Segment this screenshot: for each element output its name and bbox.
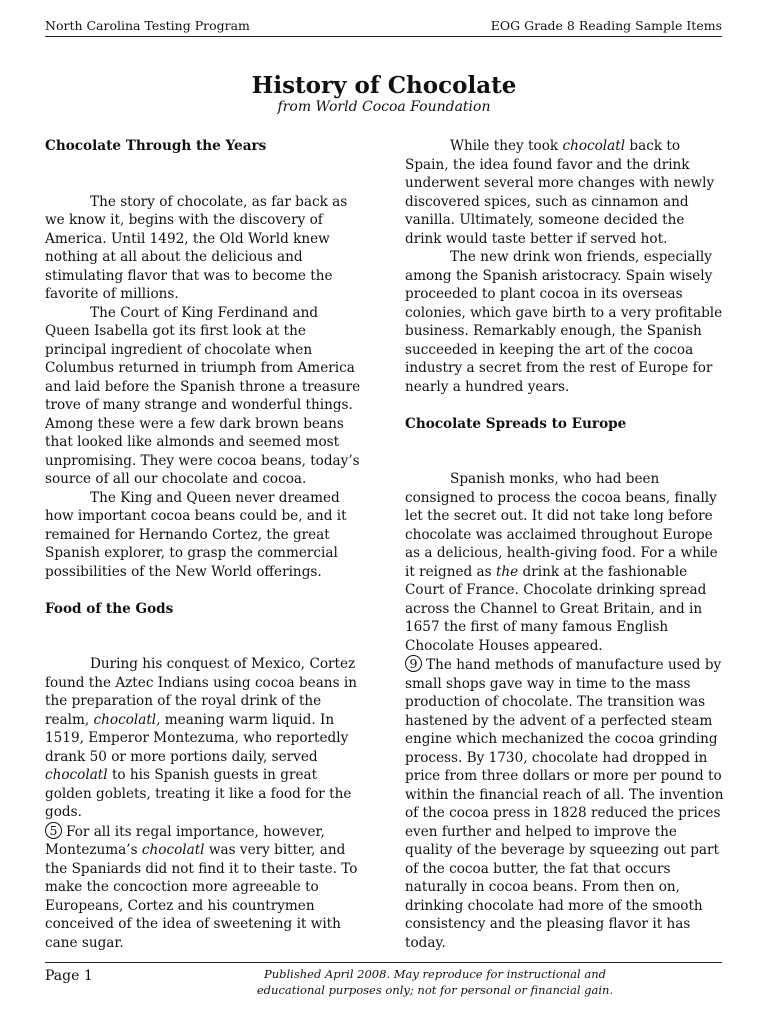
spacer (45, 581, 363, 600)
spacer (405, 452, 725, 471)
spacer (45, 174, 363, 193)
page-subtitle: from World Cocoa Foundation (277, 99, 491, 115)
footer-notice: Published April 2008. May reproduce for instructional and educational purposes only; not for personal or financial gain. (256, 967, 614, 997)
paragraph: 5 For all its regal importance, however, Montezuma’s chocolatl was very bitter, and the Spaniards did not find it to their taste. To make the concoction more agreeable to Europeans, Cortez and his countrymen conceived of the idea of sweetening it with cane sugar. (45, 822, 358, 951)
footer-divider (45, 962, 722, 963)
paragraph: During his conquest of Mexico, Cortez found the Aztec Indians using cocoa beans in the preparation of the royal drink of the realm, chocolatl, meaning warm liquid. In 1519, Emperor Montezuma, who reportedly drank 50 or more portions daily, served chocolatl to his Spanish guests in great golden goblets, treating it like a food for the gods. (45, 656, 357, 820)
paragraph: The new drink won friends, especially among the Spanish aristocracy. Spain wisely proceeded to plant cocoa in its overseas colonies, which gave birth to a very profitable business. Remarkably enough, the Spanish succeeded in keeping the art of the cocoa industry a secret from the rest of Europe for nearly a hundred years. (405, 249, 723, 395)
header-program: North Carolina Testing Program (45, 18, 250, 33)
page-title: History of Chocolate (251, 72, 517, 99)
section-heading-europe: Chocolate Spreads to Europe (405, 415, 627, 432)
paragraph: The Court of King Ferdinand and Queen Isabella got its first look at the principal ingredient of chocolate when Columbus returned in triumph from America and laid before the Spanish throne a treasure trove of many strange and wonderful things. Among these were a few dark brown beans that looked like almonds and seemed most unpromising. They were cocoa beans, today’s source of all our chocolate and cocoa. (45, 304, 361, 487)
header-divider (45, 36, 722, 37)
section-heading-years: Chocolate Through the Years (45, 138, 267, 154)
paragraph: Spanish monks, who had been consigned to process the cocoa beans, finally let the secret out. It did not take long before chocolate was acclaimed throughout Europe as a delicious, health-giving food. For a while it reigned as the drink at the fashionable Court of France. Chocolate drinking spread across the Channel to Great Britain, and in 1657 the first of many famous English Chocolate Houses appeared. (405, 471, 718, 654)
paragraph-number-marker: 9 (405, 655, 422, 672)
paragraph-number-marker: 5 (45, 822, 62, 839)
paragraph: While they took chocolatl back to Spain, the idea found favor and the drink underwent several more changes with newly discovered spices, such as cinnamon and vanilla. Ultimately, someone decided the drink would taste better if served hot. (405, 138, 715, 247)
header-grade: EOG Grade 8 Reading Sample Items (490, 18, 722, 33)
section-heading-gods: Food of the Gods (45, 600, 174, 617)
page-number: Page 1 (45, 968, 93, 984)
spacer (45, 637, 363, 656)
spacer (405, 396, 725, 415)
paragraph: 9 The hand methods of manufacture used by small shops gave way in time to the mass production of chocolate. The transition was hastened by the advent of a perfected steam engine which mechanized the cocoa grinding process. By 1730, chocolate had dropped in price from three dollars or more per pound to within the financial reach of all. The invention of the cocoa press in 1828 reduced the prices even further and helped to improve the quality of the beverage by squeezing out part of the cocoa butter, the fat that occurs naturally in cocoa beans. From then on, drinking chocolate had more of the smooth consistency and the pleasing flavor it has today. (405, 656, 724, 951)
right-column (405, 137, 725, 952)
paragraph: The story of chocolate, as far back as we know it, begins with the discovery of America. Until 1492, the Old World knew nothing at all about the delicious and stimulating flavor that was to become the favorite of millions. (45, 193, 348, 302)
left-column (45, 137, 363, 952)
paragraph: The King and Queen never dreamed how important cocoa beans could be, and it remained for Hernando Cortez, the great Spanish explorer, to grasp the commercial possibilities of the New World offerings. (45, 489, 347, 580)
